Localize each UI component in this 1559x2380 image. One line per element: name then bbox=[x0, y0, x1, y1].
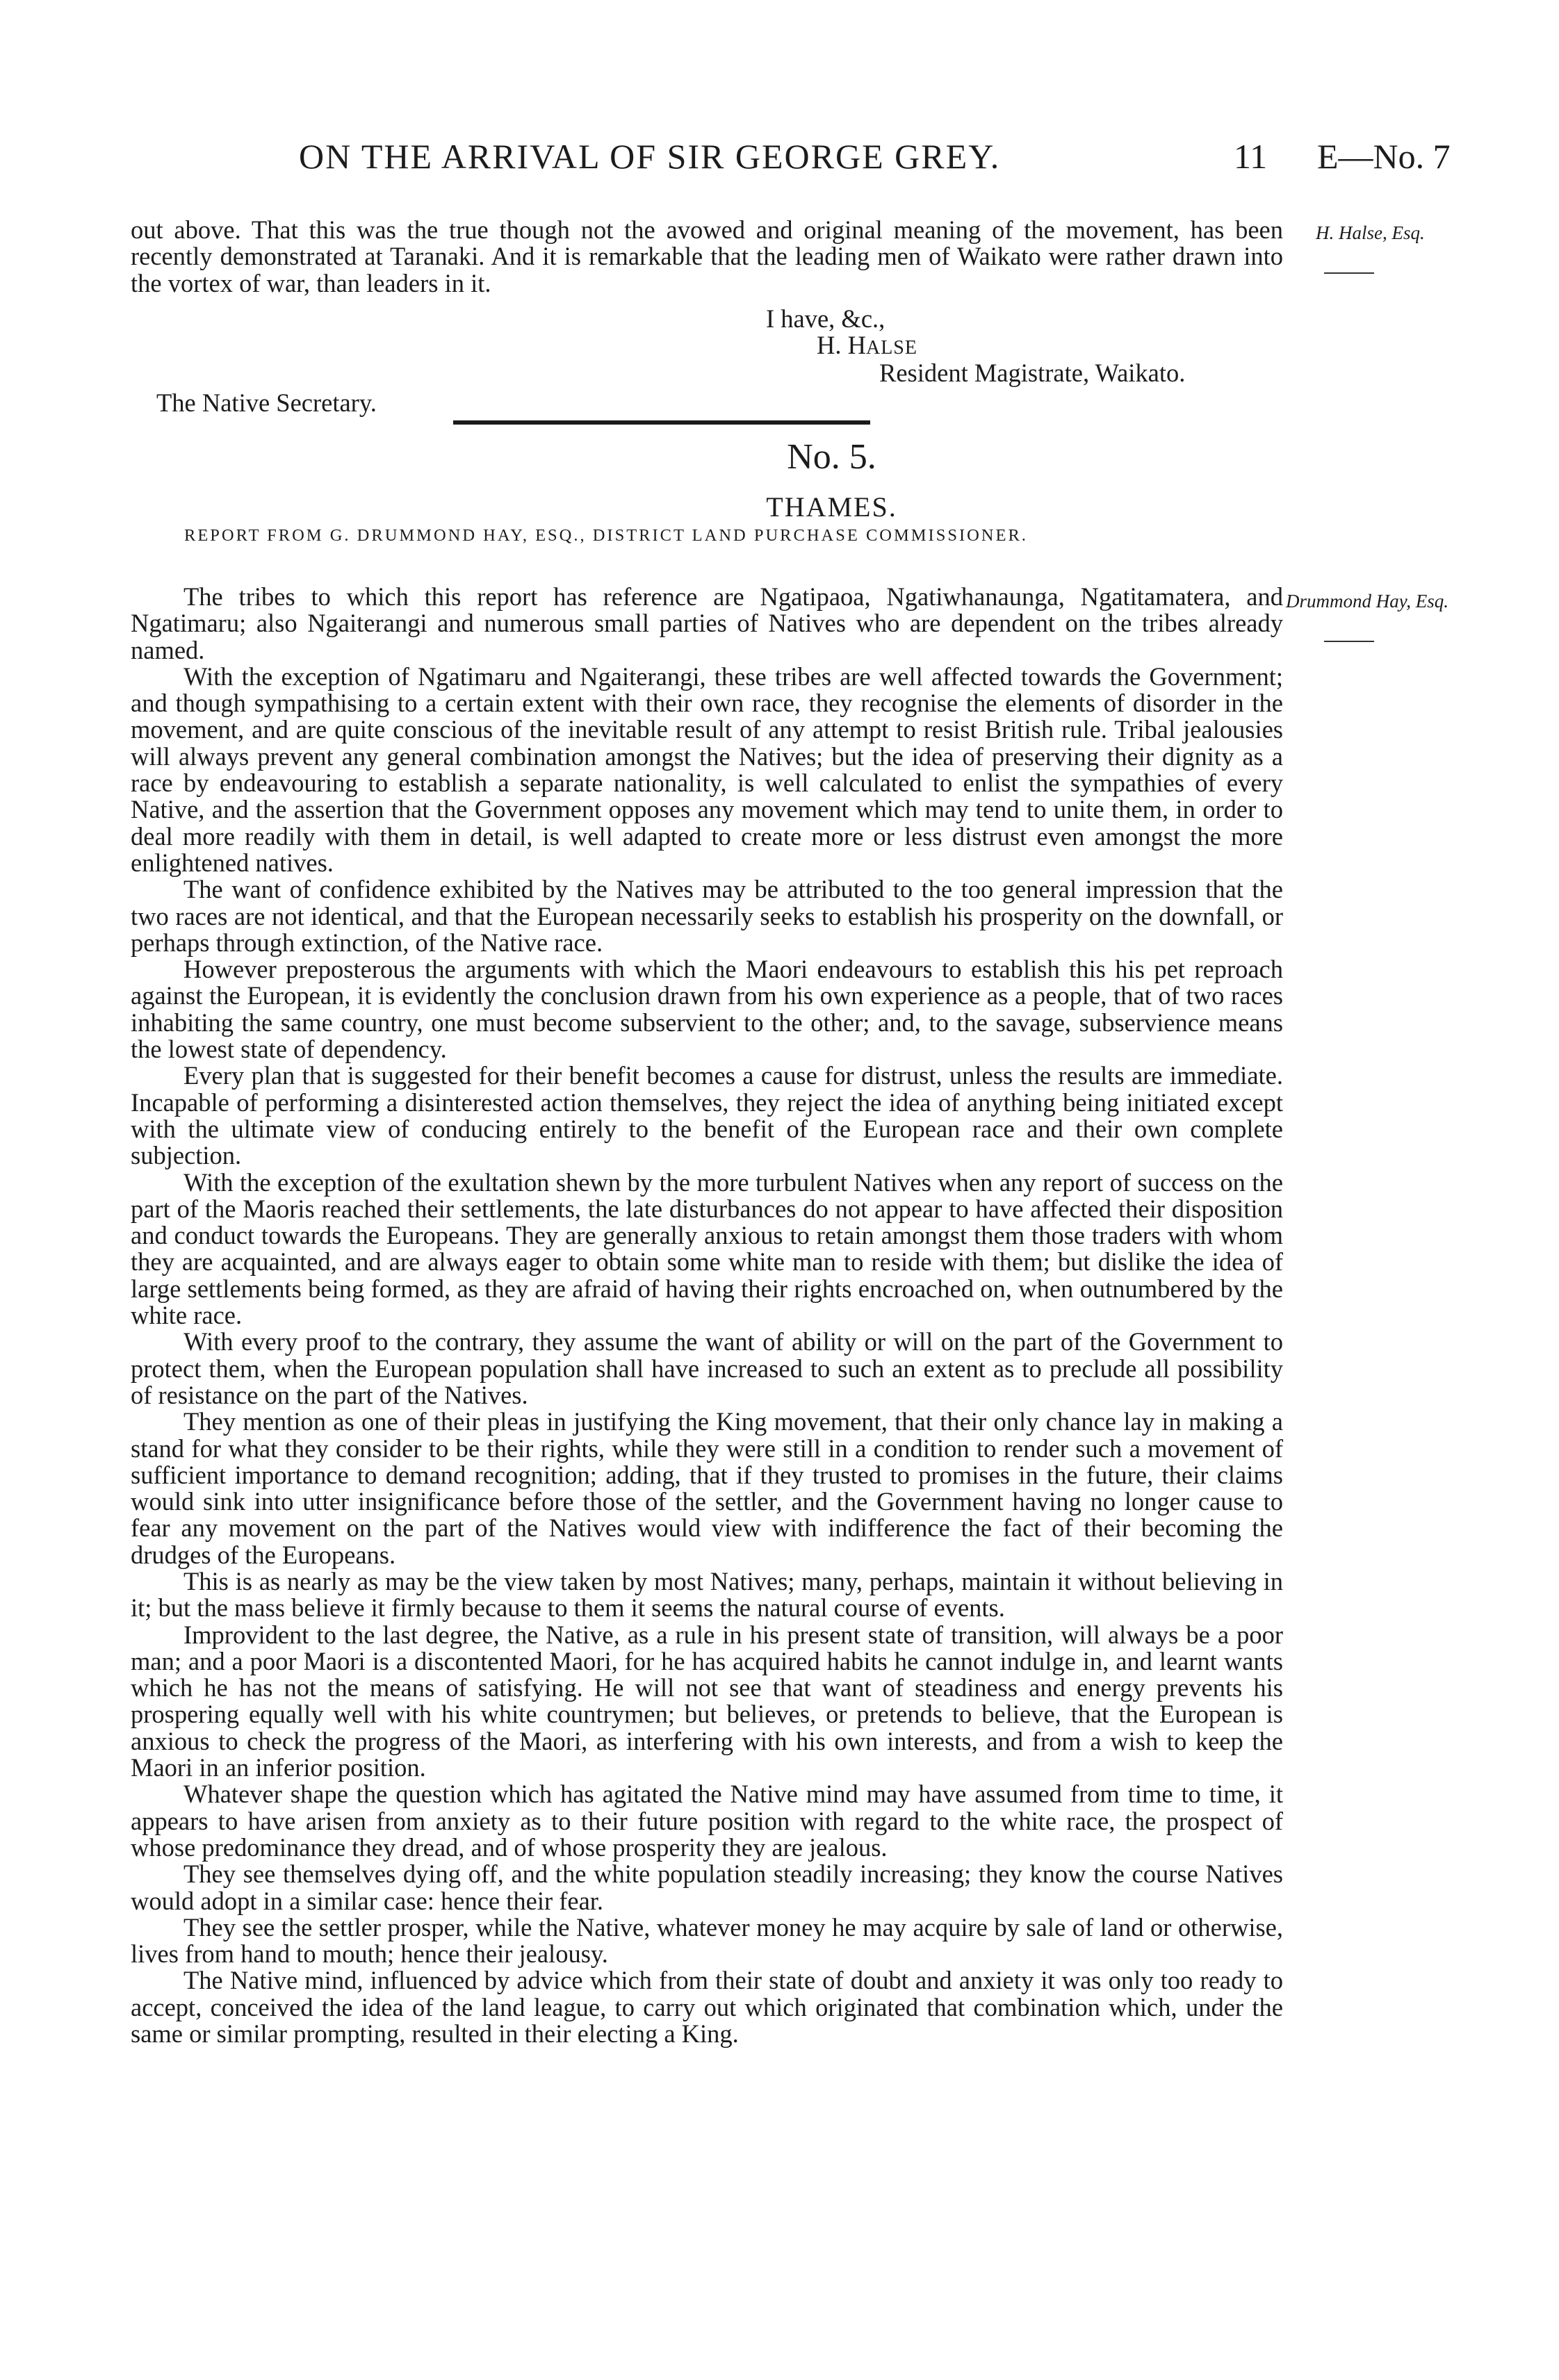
paragraph: However preposterous the arguments with which the Maori endeavours to establish this his pet reproach against the European, it is evidently the conclusion drawn from his own experience as a people, that of two races inhabiting the same country, one must become subservient to the other; and, to the savage, subservience means the lowest state of dependency. bbox=[131, 955, 1283, 1064]
addressee: The Native Secretary. bbox=[156, 388, 377, 417]
paragraph: The want of confidence exhibited by the Natives may be attributed to the too general impression that the two races are not identical, and that the European necessarily seeks to establish his prosperity on the downfall, or perhaps through extinction, of the Native race. bbox=[131, 875, 1283, 957]
section-divider bbox=[453, 420, 870, 425]
report-body bbox=[131, 584, 1283, 2047]
paragraph: They see the settler prosper, while the Native, whatever money he may acquire by sale of land or otherwise, lives from hand to mouth; hence their jealousy. bbox=[131, 1912, 1283, 1969]
paragraph: Whatever shape the question which has agitated the Native mind may have assumed from time to time, it appears to have arisen from anxiety as to their future position with regard to the white race, the prospect of whose predominance they dread, and of whose prosperity they are jealous. bbox=[131, 1780, 1283, 1862]
paragraph: The Native mind, influenced by advice which from their state of doubt and anxiety it was only too ready to accept, conceived the idea of the land league, to carry out which originated that combination which, under the same or similar prompting, resulted in their electing a King. bbox=[131, 1966, 1283, 2049]
paragraph: With the exception of the exultation shewn by the more turbulent Natives when any report of success on the part of the Maoris reached their settlements, the late disturbances do not appear to have affected their disposition and conduct towards the Europeans. They are generally anxious to retain amongst them those traders with whom they are acquainted, and are always eager to obtain some white man to reside with them; but dislike the idea of large settlements being formed, as they are afraid of having their rights encroached on, when outnumbered by the white race. bbox=[131, 1167, 1283, 1330]
document-number: No. 5. bbox=[787, 437, 876, 477]
paragraph: With every proof to the contrary, they assume the want of ability or will on the part of the Government to protect them, when the European population shall have increased to such an extent as to preclude all possibility of resistance on the part of the Natives. bbox=[131, 1327, 1283, 1409]
margin-note-drummond-hay: Drummond Hay, Esq. bbox=[1286, 591, 1448, 612]
letter-closing: I have, &c., bbox=[766, 304, 885, 333]
intro-paragraph: out above. That this was the true though not the avowed and original meaning of the movement, has been recently demonstrated at Taranaki. And it is remarkable that the leading men of Waikato were rather drawn into the vortex of war, than leaders in it. bbox=[131, 215, 1283, 297]
paper-reference: E—No. 7 bbox=[1317, 137, 1451, 176]
paragraph: Improvident to the last degree, the Native, as a rule in his present state of transition, will always be a poor man; and a poor Maori is a discontented Maori, for he has acquired habits he cannot indulge in, and learnt wants which he has not the means of satisfying. He will not see that want of steadiness and energy prevents his prospering equally well with his white countrymen; but believes, or pretends to believe, that the European is anxious to check the progress of the Maori, as interfering with his own interests, and from a wish to keep the Maori in an inferior position. bbox=[131, 1620, 1283, 1782]
signatory-name bbox=[817, 330, 917, 360]
page-number: 11 bbox=[1234, 137, 1268, 176]
report-title: REPORT FROM G. DRUMMOND HAY, ESQ., DISTRICT LAND PURCHASE COMMISSIONER. bbox=[184, 526, 1028, 545]
paragraph: The tribes to which this report has reference are Ngatipaoa, Ngatiwhanaunga, Ngatitamatera, and Ngatimaru; also Ngaiterangi and numerous small parties of Natives who are dependent on the tribes already named. bbox=[131, 582, 1283, 664]
paragraph: They mention as one of their pleas in justifying the King movement, that their only chance lay in making a stand for what they consider to be their rights, while they were still in a condition to render such a movement of sufficient importance to demand recognition; adding, that if they trusted to promises in the future, their claims would sink into utter insignificance before those of the settler, and the Government having no longer cause to fear any movement on the part of the Natives would view with indifference the fact of their becoming the drudges of the Europeans. bbox=[131, 1407, 1283, 1569]
margin-note-halse: H. Halse, Esq. bbox=[1316, 222, 1425, 243]
margin-divider bbox=[1324, 641, 1374, 642]
paragraph: With the exception of Ngatimaru and Ngaiterangi, these tribes are well affected towards the Government; and though sympathising to a certain extent with their own race, they recognise the elements of disorder in the movement, and are quite conscious of the inevitable result of any attempt to resist British rule. Tribal jealousies will always prevent any general combination amongst the Natives; but the idea of preserving their dignity as a race by endeavouring to establish a separate nationality, is well calculated to enlist the sympathies of every Native, and the assertion that the Government opposes any movement which may tend to unite them, in order to deal more readily with them in detail, is well adapted to create more or less distrust even amongst the more enlightened natives. bbox=[131, 662, 1283, 877]
signatory-initial: H. H bbox=[817, 331, 866, 359]
paragraph: This is as nearly as may be the view taken by most Natives; many, perhaps, maintain it without believing in it; but the mass believe it firmly because to them it seems the natural course of events. bbox=[131, 1566, 1283, 1623]
signatory-title: Resident Magistrate, Waikato. bbox=[879, 359, 1186, 387]
paragraph: Every plan that is suggested for their benefit becomes a cause for distrust, unless the results are immediate. Incapable of performing a disinterested action themselves, they reject the idea of anything being initiated except with the ultimate view of conducing entirely to the benefit of the European race and their own complete subjection. bbox=[131, 1061, 1283, 1170]
document-place: THAMES. bbox=[766, 491, 897, 523]
margin-divider bbox=[1324, 272, 1374, 274]
paragraph: They see themselves dying off, and the white population steadily increasing; they know the course Natives would adopt in a similar case: hence their fear. bbox=[131, 1860, 1283, 1915]
signatory-surname: ALSE bbox=[865, 337, 917, 359]
page-header-title: ON THE ARRIVAL OF SIR GEORGE GREY. bbox=[299, 137, 1001, 176]
